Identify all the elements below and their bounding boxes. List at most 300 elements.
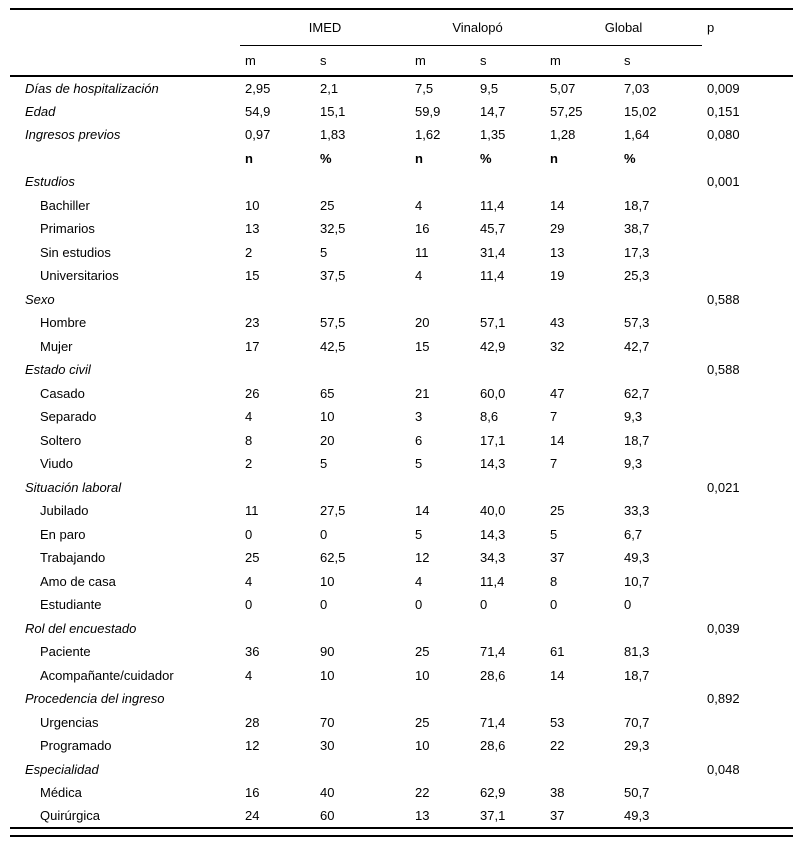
value-cell — [545, 476, 619, 500]
value-cell — [410, 358, 475, 382]
p-value-cell — [702, 546, 793, 570]
value-cell: 9,5 — [480, 80, 499, 96]
p-value-cell — [702, 405, 793, 429]
row-label: Hombre — [40, 315, 87, 331]
value-cell: 9,3 — [624, 456, 643, 472]
value-cell: 29,3 — [624, 738, 650, 754]
value-cell: 0 — [320, 526, 328, 542]
value-cell: 14,3 — [480, 456, 506, 472]
p-value-cell: 0,588 — [707, 291, 740, 307]
subheader-s: s — [619, 45, 702, 76]
p-column-header: p — [707, 20, 715, 35]
table-row — [10, 170, 793, 194]
value-cell: 11,4 — [480, 268, 505, 284]
table-row — [10, 781, 793, 805]
value-cell: 25 — [550, 503, 565, 519]
value-cell: 5,07 — [550, 80, 576, 96]
value-cell — [410, 288, 475, 312]
value-cell: 40,0 — [480, 503, 506, 519]
value-cell — [240, 358, 315, 382]
value-cell: 30 — [320, 738, 335, 754]
row-label: Estudiante — [40, 597, 102, 613]
p-value-cell: 0,021 — [707, 479, 740, 495]
subheader-m: m — [410, 45, 475, 76]
row-label: Sin estudios — [40, 244, 111, 260]
subheader-s: s — [475, 45, 545, 76]
p-value-cell: 0,009 — [707, 80, 740, 96]
row-label: Soltero — [40, 432, 82, 448]
value-cell: % — [320, 150, 332, 166]
value-cell: 25 — [320, 197, 335, 213]
value-cell: 25 — [415, 714, 430, 730]
row-label: Rol del encuestado — [25, 620, 137, 636]
value-cell: 28,6 — [480, 738, 506, 754]
row-label: Especialidad — [25, 761, 99, 777]
value-cell: 10 — [320, 573, 335, 589]
value-cell: n — [550, 150, 558, 166]
value-cell: 71,4 — [480, 714, 506, 730]
value-cell: 21 — [415, 385, 430, 401]
table-row — [10, 640, 793, 664]
table-row — [10, 664, 793, 688]
p-value-cell — [702, 523, 793, 547]
value-cell: 14 — [415, 503, 430, 519]
row-label: En paro — [40, 526, 86, 542]
value-cell: 33,3 — [624, 503, 650, 519]
row-label: Estudios — [25, 174, 75, 190]
value-cell: 42,7 — [624, 338, 650, 354]
p-value-cell — [702, 664, 793, 688]
subheader-m: m — [545, 45, 619, 76]
value-cell: 2 — [245, 244, 253, 260]
value-cell: 28,6 — [480, 667, 506, 683]
value-cell: 60 — [320, 808, 335, 824]
table-row — [10, 617, 793, 641]
value-cell — [545, 170, 619, 194]
value-cell: 1,83 — [320, 127, 346, 143]
value-cell — [475, 617, 545, 641]
table-row — [10, 358, 793, 382]
value-cell: 20 — [415, 315, 430, 331]
value-cell: 0 — [245, 526, 253, 542]
value-cell: 5 — [320, 456, 328, 472]
value-cell: 57,1 — [480, 315, 506, 331]
row-label: Universitarios — [40, 268, 119, 284]
value-cell: 13 — [415, 808, 430, 824]
value-cell: 38 — [550, 785, 565, 801]
p-value-cell — [702, 335, 793, 359]
table-row — [10, 429, 793, 453]
value-cell: 7,03 — [624, 80, 650, 96]
value-cell: 61 — [550, 644, 565, 660]
value-cell: 5 — [415, 526, 423, 542]
value-cell: 0 — [550, 597, 558, 613]
value-cell: 1,62 — [415, 127, 441, 143]
value-cell: 2 — [245, 456, 253, 472]
value-cell — [240, 617, 315, 641]
row-label: Jubilado — [40, 503, 89, 519]
p-value-cell — [702, 499, 793, 523]
value-cell: 0,97 — [245, 127, 271, 143]
value-cell: 62,9 — [480, 785, 506, 801]
value-cell — [619, 758, 702, 782]
value-cell: 7 — [550, 456, 558, 472]
statistics-table — [10, 8, 793, 829]
value-cell: 9,3 — [624, 409, 643, 425]
row-label: Estado civil — [25, 362, 91, 378]
value-cell: 37 — [550, 808, 565, 824]
value-cell: 10 — [320, 409, 335, 425]
value-cell — [240, 758, 315, 782]
p-value-cell — [702, 382, 793, 406]
value-cell — [475, 476, 545, 500]
table-row — [10, 546, 793, 570]
value-cell: 19 — [550, 268, 565, 284]
row-label: Médica — [40, 785, 82, 801]
value-cell — [410, 617, 475, 641]
value-cell: 10 — [245, 197, 260, 213]
table-row — [10, 476, 793, 500]
value-cell: 10,7 — [624, 573, 650, 589]
row-label: Trabajando — [40, 550, 106, 566]
table-row — [10, 805, 793, 829]
value-cell: 37 — [550, 550, 565, 566]
value-cell: 14 — [550, 432, 565, 448]
row-label: Bachiller — [40, 197, 90, 213]
value-cell: 5 — [550, 526, 558, 542]
value-cell — [545, 687, 619, 711]
value-cell — [410, 170, 475, 194]
row-label: Casado — [40, 385, 85, 401]
p-value-cell — [702, 429, 793, 453]
value-cell: 23 — [245, 315, 260, 331]
value-cell — [315, 288, 410, 312]
table-row — [10, 382, 793, 406]
value-cell: 22 — [415, 785, 430, 801]
value-cell — [475, 170, 545, 194]
value-cell: 22 — [550, 738, 565, 754]
value-cell: 10 — [415, 738, 430, 754]
value-cell: 16 — [245, 785, 260, 801]
value-cell: 25 — [245, 550, 260, 566]
table-row — [10, 452, 793, 476]
value-cell: 10 — [415, 667, 430, 683]
value-cell — [410, 687, 475, 711]
value-cell: 25,3 — [624, 268, 650, 284]
table-row — [10, 758, 793, 782]
value-cell: 15 — [415, 338, 430, 354]
table-row — [10, 264, 793, 288]
p-value-cell: 0,080 — [707, 127, 740, 143]
value-cell — [475, 288, 545, 312]
table-row — [10, 147, 793, 171]
value-cell: 62,7 — [624, 385, 650, 401]
value-cell: 53 — [550, 714, 565, 730]
value-cell: 29 — [550, 221, 565, 237]
table-row — [10, 734, 793, 758]
value-cell: 17 — [245, 338, 260, 354]
value-cell: 49,3 — [624, 550, 650, 566]
value-cell: 2,95 — [245, 80, 271, 96]
value-cell: 15,02 — [624, 103, 657, 119]
table-row — [10, 687, 793, 711]
value-cell: 0 — [245, 597, 253, 613]
value-cell: 5 — [320, 244, 328, 260]
row-label: Programado — [40, 738, 112, 754]
table-row — [10, 499, 793, 523]
value-cell: 16 — [415, 221, 430, 237]
p-value-cell — [702, 734, 793, 758]
value-cell: n — [245, 150, 253, 166]
value-cell: 27,5 — [320, 503, 346, 519]
value-cell: 65 — [320, 385, 335, 401]
p-value-cell — [702, 781, 793, 805]
value-cell: 1,35 — [480, 127, 506, 143]
row-label: Procedencia del ingreso — [25, 691, 165, 707]
value-cell: 20 — [320, 432, 335, 448]
group-header-global: Global — [545, 9, 702, 45]
p-value-cell — [702, 593, 793, 617]
group-header-imed: IMED — [240, 9, 410, 45]
value-cell: 7,5 — [415, 80, 434, 96]
value-cell — [545, 358, 619, 382]
table-row — [10, 311, 793, 335]
value-cell: 11,4 — [480, 197, 505, 213]
p-value-cell — [702, 194, 793, 218]
value-cell — [545, 288, 619, 312]
p-value-cell — [702, 805, 793, 829]
value-cell: 47 — [550, 385, 565, 401]
value-cell: 10 — [320, 667, 335, 683]
row-label: Primarios — [40, 221, 95, 237]
value-cell: 32,5 — [320, 221, 346, 237]
p-value-cell — [702, 311, 793, 335]
value-cell: 13 — [245, 221, 260, 237]
table-row — [10, 405, 793, 429]
p-value-cell: 0,892 — [707, 691, 740, 707]
value-cell: 54,9 — [245, 103, 271, 119]
value-cell: 18,7 — [624, 197, 650, 213]
value-cell: 0 — [624, 597, 632, 613]
value-cell: 31,4 — [480, 244, 506, 260]
bottom-rule — [10, 835, 793, 837]
value-cell: 18,7 — [624, 432, 650, 448]
value-cell: 37,5 — [320, 268, 346, 284]
value-cell — [619, 288, 702, 312]
p-value-cell: 0,151 — [707, 103, 740, 119]
value-cell: 11,4 — [480, 573, 505, 589]
value-cell: 38,7 — [624, 221, 650, 237]
row-label: Paciente — [40, 644, 91, 660]
value-cell: 4 — [415, 268, 423, 284]
value-cell: 1,28 — [550, 127, 576, 143]
value-cell: 4 — [415, 197, 423, 213]
value-cell — [315, 617, 410, 641]
p-value-cell — [702, 452, 793, 476]
row-label — [10, 147, 240, 171]
value-cell: 4 — [415, 573, 423, 589]
value-cell: 42,5 — [320, 338, 346, 354]
value-cell: 12 — [245, 738, 260, 754]
value-cell: 8 — [245, 432, 253, 448]
table-row — [10, 76, 793, 100]
p-value-cell — [702, 147, 793, 171]
value-cell: 1,64 — [624, 127, 650, 143]
value-cell — [240, 687, 315, 711]
table-row — [10, 241, 793, 265]
p-value-cell: 0,039 — [707, 620, 740, 636]
p-value-cell — [702, 241, 793, 265]
value-cell: 36 — [245, 644, 260, 660]
value-cell: 45,7 — [480, 221, 506, 237]
value-cell — [315, 170, 410, 194]
value-cell: % — [480, 150, 492, 166]
subheader-row — [10, 45, 793, 76]
value-cell: 42,9 — [480, 338, 506, 354]
value-cell: 4 — [245, 573, 253, 589]
value-cell: 59,9 — [415, 103, 441, 119]
value-cell — [315, 476, 410, 500]
table-row — [10, 194, 793, 218]
value-cell: 71,4 — [480, 644, 506, 660]
value-cell: 14,7 — [480, 103, 506, 119]
value-cell — [475, 358, 545, 382]
value-cell: 17,3 — [624, 244, 650, 260]
value-cell: 57,25 — [550, 103, 583, 119]
row-label: Urgencias — [40, 714, 99, 730]
value-cell: 70,7 — [624, 714, 650, 730]
subheader-s: s — [315, 45, 410, 76]
table-row — [10, 288, 793, 312]
value-cell: 4 — [245, 409, 253, 425]
row-label: Amo de casa — [40, 573, 116, 589]
row-label: Situación laboral — [25, 479, 122, 495]
value-cell: 40 — [320, 785, 335, 801]
value-cell — [619, 476, 702, 500]
value-cell: 32 — [550, 338, 565, 354]
value-cell: 2,1 — [320, 80, 339, 96]
subheader-m: m — [240, 45, 315, 76]
value-cell: n — [415, 150, 423, 166]
p-value-cell — [702, 640, 793, 664]
p-value-cell — [702, 711, 793, 735]
value-cell — [315, 758, 410, 782]
group-header-row — [10, 9, 793, 45]
row-label: Mujer — [40, 338, 73, 354]
value-cell: 28 — [245, 714, 260, 730]
p-value-cell: 0,048 — [707, 761, 740, 777]
table-row — [10, 335, 793, 359]
value-cell: 3 — [415, 409, 423, 425]
value-cell — [475, 758, 545, 782]
value-cell — [410, 758, 475, 782]
table-row — [10, 711, 793, 735]
value-cell: 0 — [320, 597, 328, 613]
value-cell — [619, 687, 702, 711]
value-cell: 49,3 — [624, 808, 650, 824]
value-cell: 14 — [550, 197, 565, 213]
value-cell: 62,5 — [320, 550, 346, 566]
value-cell: 8 — [550, 573, 558, 589]
value-cell — [619, 358, 702, 382]
table-row — [10, 123, 793, 147]
p-value-cell — [702, 264, 793, 288]
value-cell: 90 — [320, 644, 335, 660]
row-label: Quirúrgica — [40, 808, 100, 824]
value-cell: 14,3 — [480, 526, 506, 542]
value-cell: 14 — [550, 667, 565, 683]
value-cell: 0 — [480, 597, 488, 613]
value-cell — [315, 687, 410, 711]
table-row — [10, 593, 793, 617]
value-cell: 43 — [550, 315, 565, 331]
table-body — [10, 76, 793, 828]
value-cell: 57,3 — [624, 315, 650, 331]
value-cell: 15 — [245, 268, 260, 284]
row-label: Acompañante/cuidador — [40, 667, 174, 683]
value-cell — [315, 358, 410, 382]
value-cell — [545, 758, 619, 782]
row-label: Ingresos previos — [25, 127, 121, 143]
value-cell — [410, 476, 475, 500]
value-cell: 18,7 — [624, 667, 650, 683]
value-cell: 50,7 — [624, 785, 650, 801]
value-cell — [240, 288, 315, 312]
row-label: Separado — [40, 409, 97, 425]
label-column-header — [10, 9, 240, 45]
value-cell — [619, 170, 702, 194]
value-cell: 60,0 — [480, 385, 506, 401]
value-cell: 0 — [415, 597, 423, 613]
value-cell: 34,3 — [480, 550, 506, 566]
value-cell: 15,1 — [320, 103, 346, 119]
p-value-cell: 0,001 — [707, 174, 740, 190]
p-value-cell: 0,588 — [707, 362, 740, 378]
value-cell: 7 — [550, 409, 558, 425]
table-row — [10, 217, 793, 241]
row-label: Días de hospitalización — [25, 80, 159, 96]
p-value-cell — [702, 570, 793, 594]
value-cell: 13 — [550, 244, 565, 260]
value-cell: 17,1 — [480, 432, 506, 448]
value-cell: 5 — [415, 456, 423, 472]
subheader-empty — [10, 45, 240, 76]
value-cell: 81,3 — [624, 644, 650, 660]
row-label: Sexo — [25, 291, 55, 307]
value-cell: 12 — [415, 550, 430, 566]
value-cell: 25 — [415, 644, 430, 660]
subheader-p-empty — [702, 45, 793, 76]
row-label: Viudo — [40, 456, 74, 472]
value-cell: 6,7 — [624, 526, 643, 542]
value-cell — [619, 617, 702, 641]
value-cell: % — [624, 150, 636, 166]
value-cell: 26 — [245, 385, 260, 401]
value-cell: 57,5 — [320, 315, 346, 331]
value-cell — [240, 170, 315, 194]
value-cell: 24 — [245, 808, 260, 824]
value-cell: 11 — [415, 244, 429, 260]
value-cell: 6 — [415, 432, 423, 448]
value-cell — [545, 617, 619, 641]
value-cell: 37,1 — [480, 808, 506, 824]
value-cell: 11 — [245, 503, 259, 519]
value-cell: 4 — [245, 667, 253, 683]
value-cell: 8,6 — [480, 409, 499, 425]
row-label: Edad — [25, 103, 56, 119]
p-value-cell — [702, 217, 793, 241]
value-cell — [475, 687, 545, 711]
